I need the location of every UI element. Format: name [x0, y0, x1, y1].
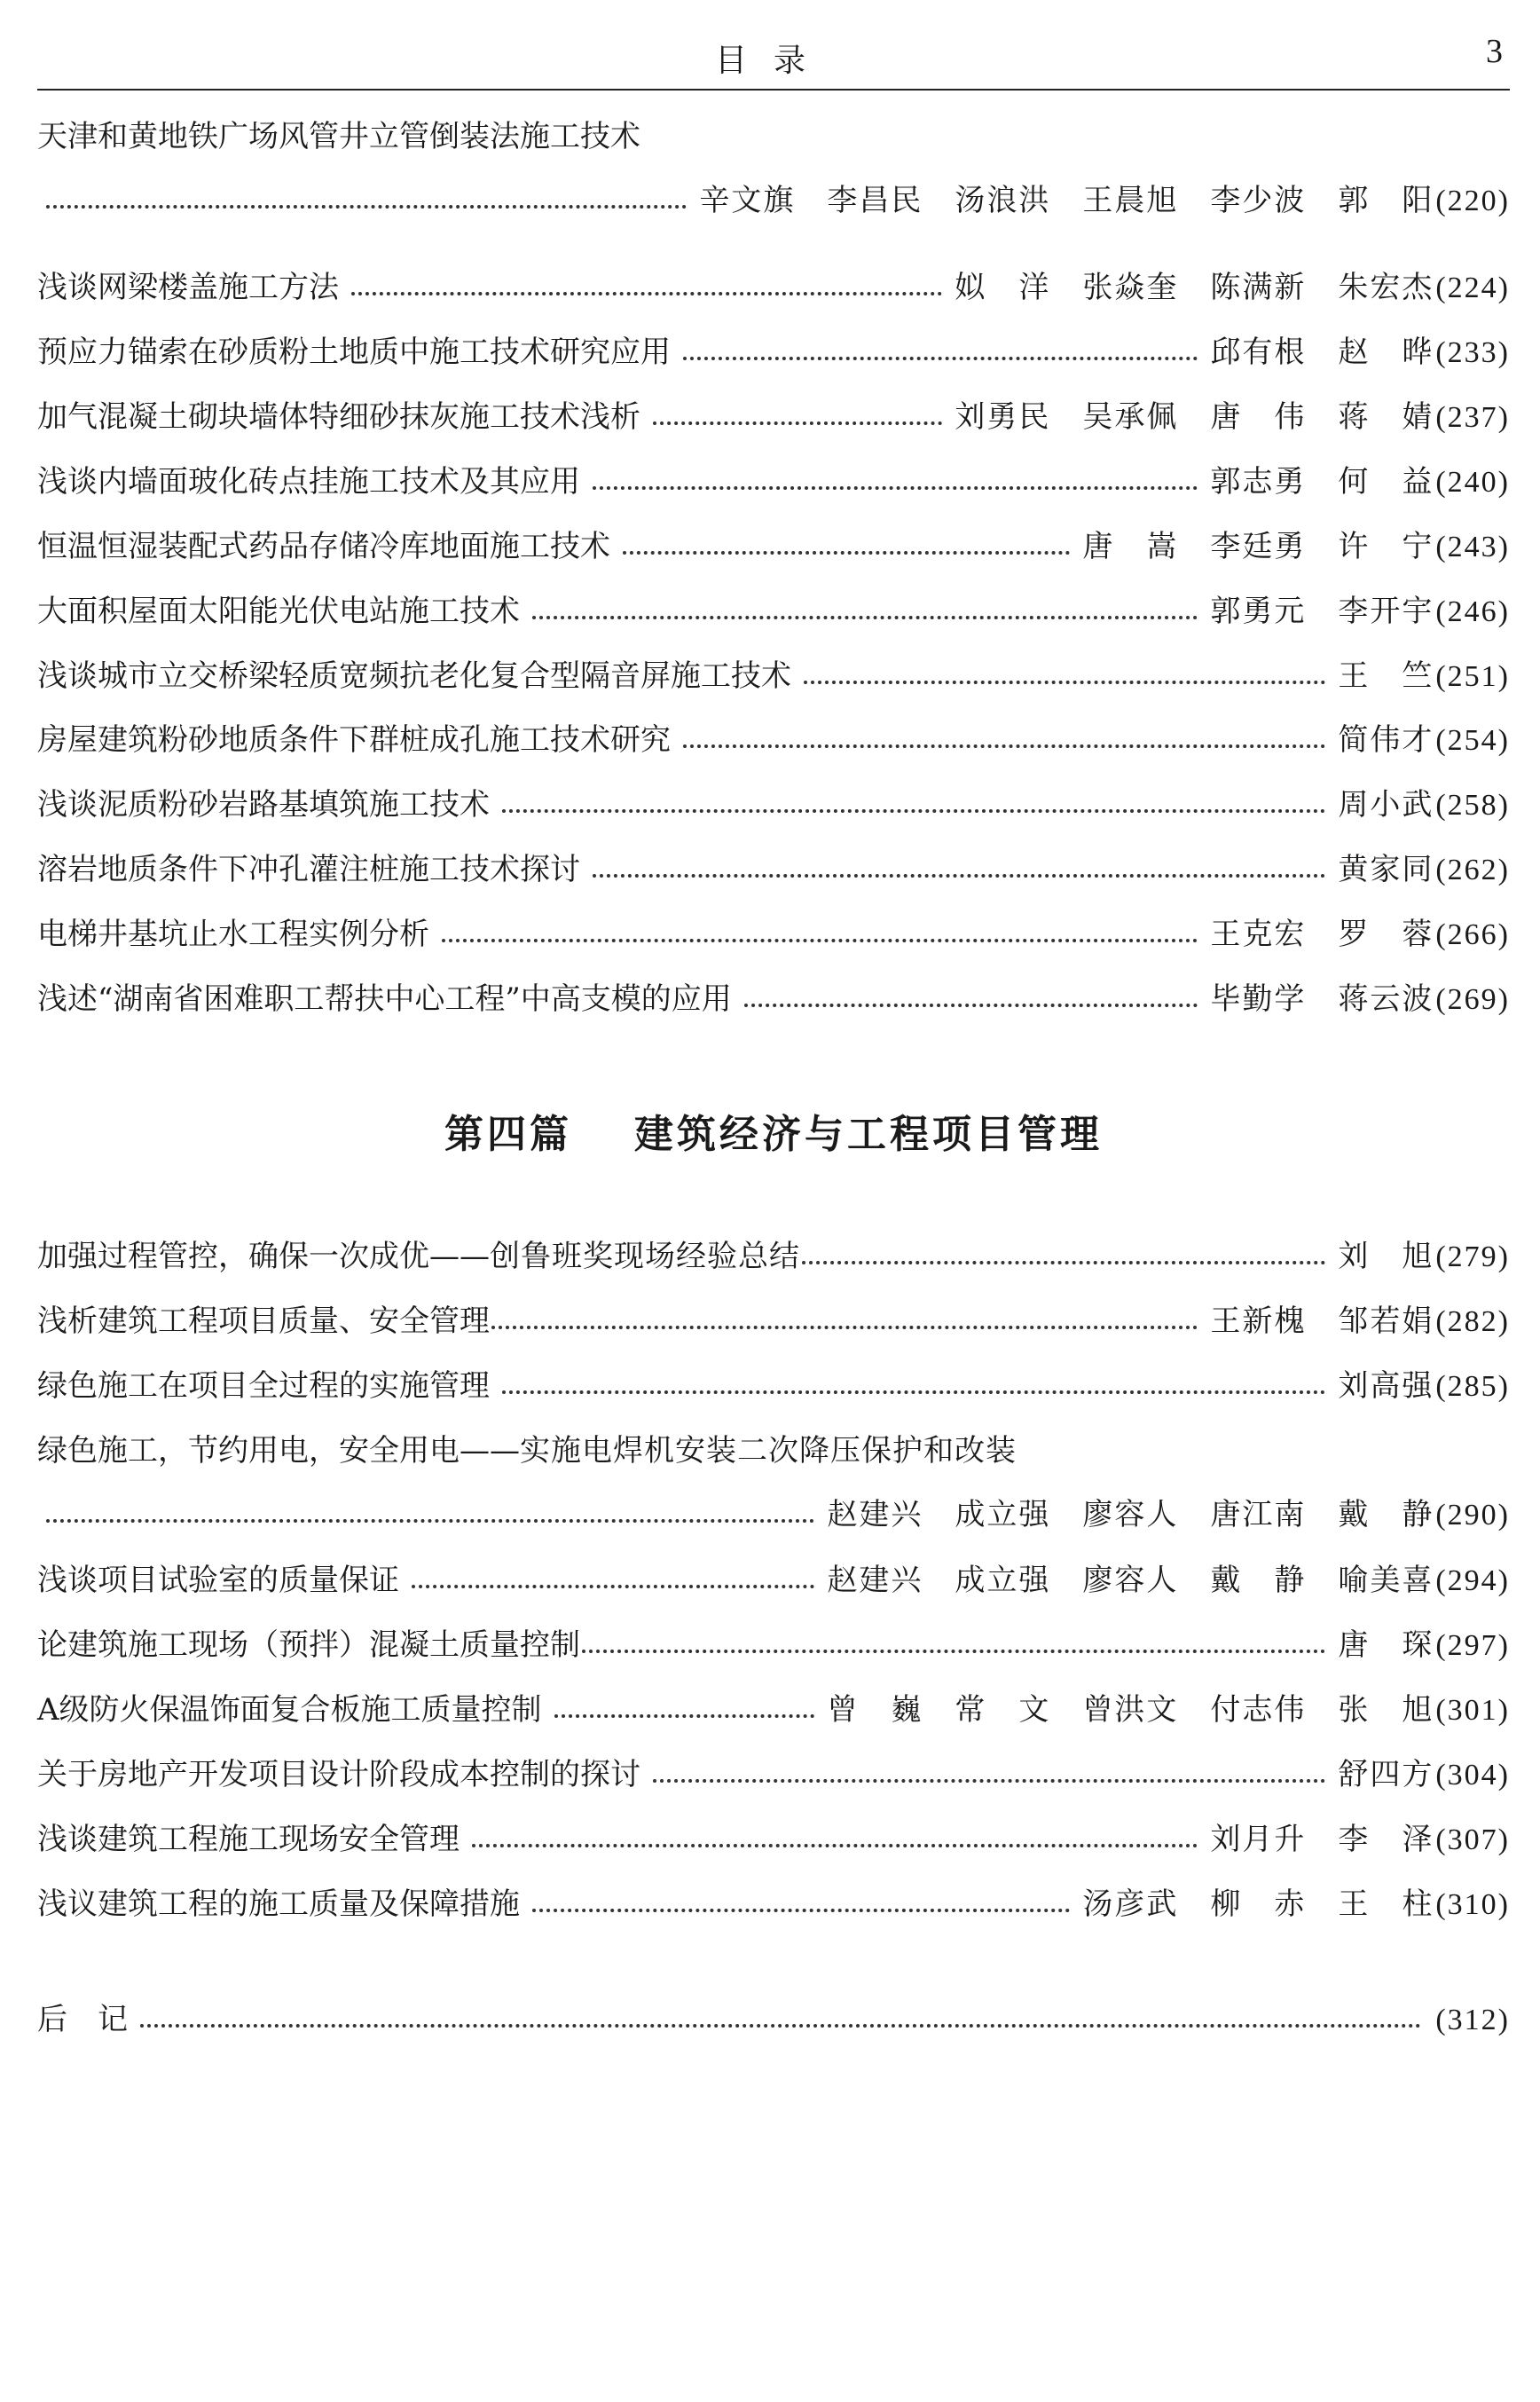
entry-page: (266)	[1435, 918, 1510, 951]
author: 许 宁	[1338, 529, 1434, 564]
entry-title: 电梯井基坑止水工程实例分析	[37, 917, 429, 952]
dot-leader	[804, 681, 1325, 684]
entry-authors	[1338, 1361, 1434, 1411]
entry-page: (220)	[1435, 185, 1510, 217]
entry-authors	[1210, 327, 1434, 377]
author: 何 益	[1338, 464, 1434, 500]
author: 姒 洋	[955, 270, 1051, 305]
author: 王 柱	[1338, 1886, 1434, 1922]
entry-title	[37, 1232, 800, 1281]
entry-title: 天津和黄地铁广场风管井立管倒装法施工技术	[37, 119, 640, 154]
author: 曾洪文	[1082, 1692, 1179, 1728]
entry-page: (254)	[1435, 724, 1510, 757]
header-title: 目录	[714, 43, 832, 79]
author: 廖容人	[1082, 1563, 1179, 1598]
entry-page: (294)	[1435, 1564, 1510, 1597]
entry-page: (297)	[1435, 1629, 1510, 1662]
dot-leader	[802, 1261, 1325, 1264]
author: 刘勇民	[955, 399, 1051, 435]
author: 王晨旭	[1082, 183, 1179, 218]
toc-entry[interactable]	[37, 845, 1510, 894]
dot-leader	[653, 421, 942, 425]
entry-title: 浅议建筑工程的施工质量及保障措施	[37, 1886, 520, 1922]
toc-entry[interactable]	[37, 112, 1510, 218]
dot-leader	[653, 1779, 1325, 1783]
entry-title: A级防火保温饰面复合板施工质量控制	[37, 1692, 542, 1728]
entry-page: (285)	[1435, 1370, 1510, 1403]
dot-leader	[744, 1004, 1198, 1007]
author: 常 文	[955, 1692, 1051, 1728]
toc-entry[interactable]	[37, 1555, 1510, 1605]
author: 唐江南	[1210, 1497, 1307, 1532]
author: 罗 蓉	[1338, 917, 1434, 952]
toc-entry-afterword[interactable]	[37, 1995, 1510, 2044]
toc-entry[interactable]	[37, 1750, 1510, 1800]
entry-authors	[699, 176, 1434, 225]
toc-entry[interactable]	[37, 392, 1510, 442]
entry-page: (279)	[1435, 1240, 1510, 1273]
toc-entry[interactable]	[37, 263, 1510, 312]
toc-entry[interactable]	[37, 522, 1510, 571]
author: 陈满新	[1210, 270, 1307, 305]
entry-title-main: 加强过程管控，确保一次成优——	[37, 1239, 490, 1274]
toc-entry[interactable]	[37, 651, 1510, 701]
author: 蒋 婧	[1338, 399, 1434, 435]
author: 廖容人	[1082, 1497, 1179, 1532]
entry-authors	[1210, 1296, 1434, 1346]
author: 汤彦武	[1082, 1886, 1179, 1922]
dot-leader	[683, 744, 1325, 748]
author: 辛文旗	[699, 183, 796, 218]
author: 邹若娟	[1338, 1303, 1434, 1339]
toc-entry[interactable]	[37, 1815, 1510, 1864]
entry-title: 大面积屋面太阳能光伏电站施工技术	[37, 594, 520, 629]
entry-title: 溶岩地质条件下冲孔灌注桩施工技术探讨	[37, 852, 580, 887]
entry-authors	[1210, 1815, 1434, 1864]
entry-title: 浅析建筑工程项目质量、安全管理	[37, 1303, 490, 1339]
dot-leader	[472, 1844, 1198, 1847]
author: 成立强	[955, 1497, 1051, 1532]
entry-page: (233)	[1435, 336, 1510, 369]
section-name: 建筑经济与工程项目管理	[634, 1112, 1103, 1157]
dot-leader	[412, 1585, 814, 1588]
entry-authors	[1338, 715, 1434, 765]
entry-page: (258)	[1435, 789, 1510, 822]
dot-leader	[532, 616, 1198, 619]
page-header	[37, 20, 1510, 91]
dot-leader	[683, 357, 1198, 360]
author: 戴 静	[1210, 1563, 1307, 1598]
toc-entry[interactable]	[37, 974, 1510, 1024]
author: 李少波	[1210, 183, 1307, 218]
entry-page: (312)	[1435, 2004, 1510, 2036]
author: 王新槐	[1210, 1303, 1307, 1339]
author: 张 旭	[1338, 1692, 1434, 1728]
entry-title: 预应力锚索在砂质粉土地质中施工技术研究应用	[37, 335, 671, 370]
entry-authors	[955, 263, 1434, 312]
dot-leader	[502, 1390, 1325, 1394]
author: 张焱奎	[1082, 270, 1179, 305]
toc-entry[interactable]	[37, 1620, 1510, 1670]
entry-authors	[955, 392, 1434, 442]
entry-page: (237)	[1435, 401, 1510, 434]
author: 郭 阳	[1338, 183, 1434, 218]
author: 柳 赤	[1210, 1886, 1307, 1922]
author: 周小武	[1338, 787, 1434, 823]
entry-authors	[1338, 780, 1434, 830]
toc-entry[interactable]	[37, 1879, 1510, 1929]
entry-page: (269)	[1435, 983, 1510, 1016]
dot-leader	[491, 1326, 1198, 1329]
author: 吴承佩	[1082, 399, 1179, 435]
entry-page: (310)	[1435, 1888, 1510, 1921]
dot-leader	[502, 809, 1325, 813]
entry-page: (262)	[1435, 854, 1510, 886]
toc-entry[interactable]	[37, 1685, 1510, 1735]
entry-title: 关于房地产开发项目设计阶段成本控制的探讨	[37, 1757, 640, 1792]
entry-title: 论建筑施工现场（预拌）混凝土质量控制	[37, 1627, 580, 1663]
entry-authors	[1210, 587, 1434, 636]
author: 简伟才	[1338, 722, 1434, 758]
author: 成立强	[955, 1563, 1051, 1598]
author: 唐 伟	[1210, 399, 1307, 435]
entry-page: (282)	[1435, 1305, 1510, 1338]
author: 黄家同	[1338, 852, 1434, 887]
author: 汤浪洪	[955, 183, 1051, 218]
entry-title: 浅述“湖南省困难职工帮扶中心工程”中高支模的应用	[37, 981, 732, 1017]
entry-authors	[1338, 845, 1434, 894]
entry-title: 浅谈内墙面玻化砖点挂施工技术及其应用	[37, 464, 580, 500]
section-part: 第四篇	[444, 1112, 572, 1157]
dot-leader	[593, 874, 1325, 878]
entry-authors	[1338, 1620, 1434, 1670]
author: 郭勇元	[1210, 594, 1307, 629]
toc-entry[interactable]	[37, 1426, 1510, 1532]
toc-entry[interactable]	[37, 457, 1510, 507]
author: 朱宏杰	[1338, 270, 1434, 305]
author: 李廷勇	[1210, 529, 1307, 564]
entry-page: (307)	[1435, 1823, 1510, 1856]
author: 王 竺	[1338, 658, 1434, 694]
dot-leader	[351, 292, 942, 295]
author: 赵建兴	[827, 1497, 923, 1532]
author: 舒四方	[1338, 1757, 1434, 1792]
toc-entry[interactable]	[37, 1232, 1510, 1281]
toc-entry[interactable]	[37, 715, 1510, 765]
author: 喻美喜	[1338, 1563, 1434, 1598]
entry-title: 后 记	[37, 2002, 128, 2037]
dot-leader	[582, 1650, 1325, 1653]
author: 赵建兴	[827, 1563, 923, 1598]
entry-title	[37, 1426, 1017, 1476]
author: 曾 巍	[827, 1692, 923, 1728]
author: 刘月升	[1210, 1822, 1307, 1857]
author: 唐 嵩	[1082, 529, 1179, 564]
entry-page: (290)	[1435, 1499, 1510, 1532]
entry-authors	[1210, 457, 1434, 507]
toc-entry[interactable]	[37, 327, 1510, 377]
entry-title: 浅谈网梁楼盖施工方法	[37, 270, 339, 305]
entry-page: (240)	[1435, 466, 1510, 499]
author: 付志伟	[1210, 1692, 1307, 1728]
entry-title: 恒温恒湿装配式药品存储冷库地面施工技术	[37, 529, 610, 564]
dot-leader	[532, 1909, 1070, 1912]
entry-authors	[1210, 974, 1434, 1024]
entry-authors	[1338, 1232, 1434, 1281]
dot-leader	[442, 939, 1198, 942]
dot-leader	[46, 1519, 814, 1523]
entry-page: (304)	[1435, 1759, 1510, 1792]
entry-page: (301)	[1435, 1694, 1510, 1727]
author: 刘高强	[1338, 1368, 1434, 1404]
dot-leader	[46, 205, 687, 209]
entry-authors	[1082, 522, 1434, 571]
entry-subtitle: 创鲁班奖现场经验总结	[490, 1239, 800, 1274]
author: 李 泽	[1338, 1822, 1434, 1857]
entry-authors	[827, 1490, 1434, 1540]
entry-title: 浅谈建筑工程施工现场安全管理	[37, 1822, 460, 1857]
entry-subtitle: 实施电焊机安装二次降压保护和改装	[520, 1433, 1017, 1469]
entry-title-main: 绿色施工，节约用电，安全用电——	[37, 1433, 520, 1469]
section-heading	[37, 1102, 1510, 1159]
dot-leader	[554, 1714, 815, 1718]
entry-page: (251)	[1435, 660, 1510, 693]
toc-entry[interactable]	[37, 587, 1510, 636]
toc-entry[interactable]	[37, 1361, 1510, 1411]
entry-title: 房屋建筑粉砂地质条件下群桩成孔施工技术研究	[37, 722, 671, 758]
entry-page: (246)	[1435, 595, 1510, 628]
author: 戴 静	[1338, 1497, 1434, 1532]
author: 郭志勇	[1210, 464, 1307, 500]
author: 王克宏	[1210, 917, 1307, 952]
author: 赵 晔	[1338, 335, 1434, 370]
author: 刘 旭	[1338, 1239, 1434, 1274]
entry-page: (243)	[1435, 531, 1510, 563]
author: 蒋云波	[1338, 981, 1434, 1017]
dot-leader	[140, 2024, 1421, 2028]
author: 李开宇	[1338, 594, 1434, 629]
author: 李昌民	[827, 183, 923, 218]
dot-leader	[593, 486, 1198, 490]
entry-page: (224)	[1435, 272, 1510, 304]
author: 唐 琛	[1338, 1627, 1434, 1663]
entry-authors	[1210, 910, 1434, 959]
entry-authors	[1082, 1879, 1434, 1929]
entry-title: 浅谈项目试验室的质量保证	[37, 1563, 399, 1598]
entry-title: 浅谈城市立交桥梁轻质宽频抗老化复合型隔音屏施工技术	[37, 658, 791, 694]
entry-authors	[1338, 1750, 1434, 1800]
toc-entry[interactable]	[37, 1296, 1510, 1346]
toc-entry[interactable]	[37, 780, 1510, 830]
entry-title: 浅谈泥质粉砂岩路基填筑施工技术	[37, 787, 490, 823]
entry-title: 加气混凝土砌块墙体特细砂抹灰施工技术浅析	[37, 399, 640, 435]
entry-authors	[1338, 651, 1434, 701]
author: 毕勤学	[1210, 981, 1307, 1017]
entry-title: 绿色施工在项目全过程的实施管理	[37, 1368, 490, 1404]
entry-authors	[827, 1555, 1434, 1605]
entry-authors	[827, 1685, 1434, 1735]
author: 邱有根	[1210, 335, 1307, 370]
page-number: 3	[1486, 33, 1503, 70]
dot-leader	[623, 551, 1070, 555]
toc-entry[interactable]	[37, 910, 1510, 959]
